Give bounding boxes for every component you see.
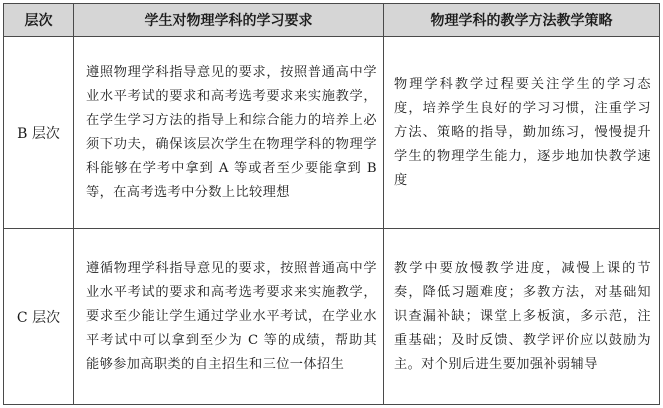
table-row: [4, 37, 660, 229]
table-row: [4, 229, 660, 405]
strategy-table-container: [3, 3, 659, 404]
row-requirements-c: 遵循物理学科指导意见的要求，按照普通高中学业水平考试的要求和高考选考要求来实施教学，要求至少能让学生通过学业水平考试，在学业水平考试中可以拿到至少为 C 等的成绩，帮助其能够参加高职类的自主招生和三位一体招生: [74, 229, 384, 405]
row-requirements-b: 遵照物理学科指导意见的要求，按照普通高中学业水平考试的要求和高考选考要求来实施教学，在学生学习方法的指导上和综合能力的培养上必须下功夫，确保该层次学生在物理学科的物理学科能够在学考中拿到 A 等或者至少要能拿到 B 等，在高考选考中分数上比较理想: [74, 37, 384, 229]
header-methods: 物理学科的教学方法教学策略: [384, 4, 660, 37]
row-methods-b: 物理学科教学过程要关注学生的学习态度，培养学生良好的学习习惯，注重学习方法、策略的指导，勤加练习，慢慢提升学生的物理学生能力，逐步地加快教学速度: [384, 37, 660, 229]
row-level-b: B 层次: [4, 37, 74, 229]
strategy-table: [3, 3, 660, 405]
row-level-c: C 层次: [4, 229, 74, 405]
row-methods-c: 教学中要放慢教学进度，减慢上课的节奏，降低习题难度；多教方法，对基础知识查漏补缺；课堂上多板演，多示范，注重基础；及时反馈、教学评价应以鼓励为主。对个别后进生要加强补弱辅导: [384, 229, 660, 405]
header-requirements: 学生对物理学科的学习要求: [74, 4, 384, 37]
header-level: 层次: [4, 4, 74, 37]
table-header-row: [4, 4, 660, 37]
